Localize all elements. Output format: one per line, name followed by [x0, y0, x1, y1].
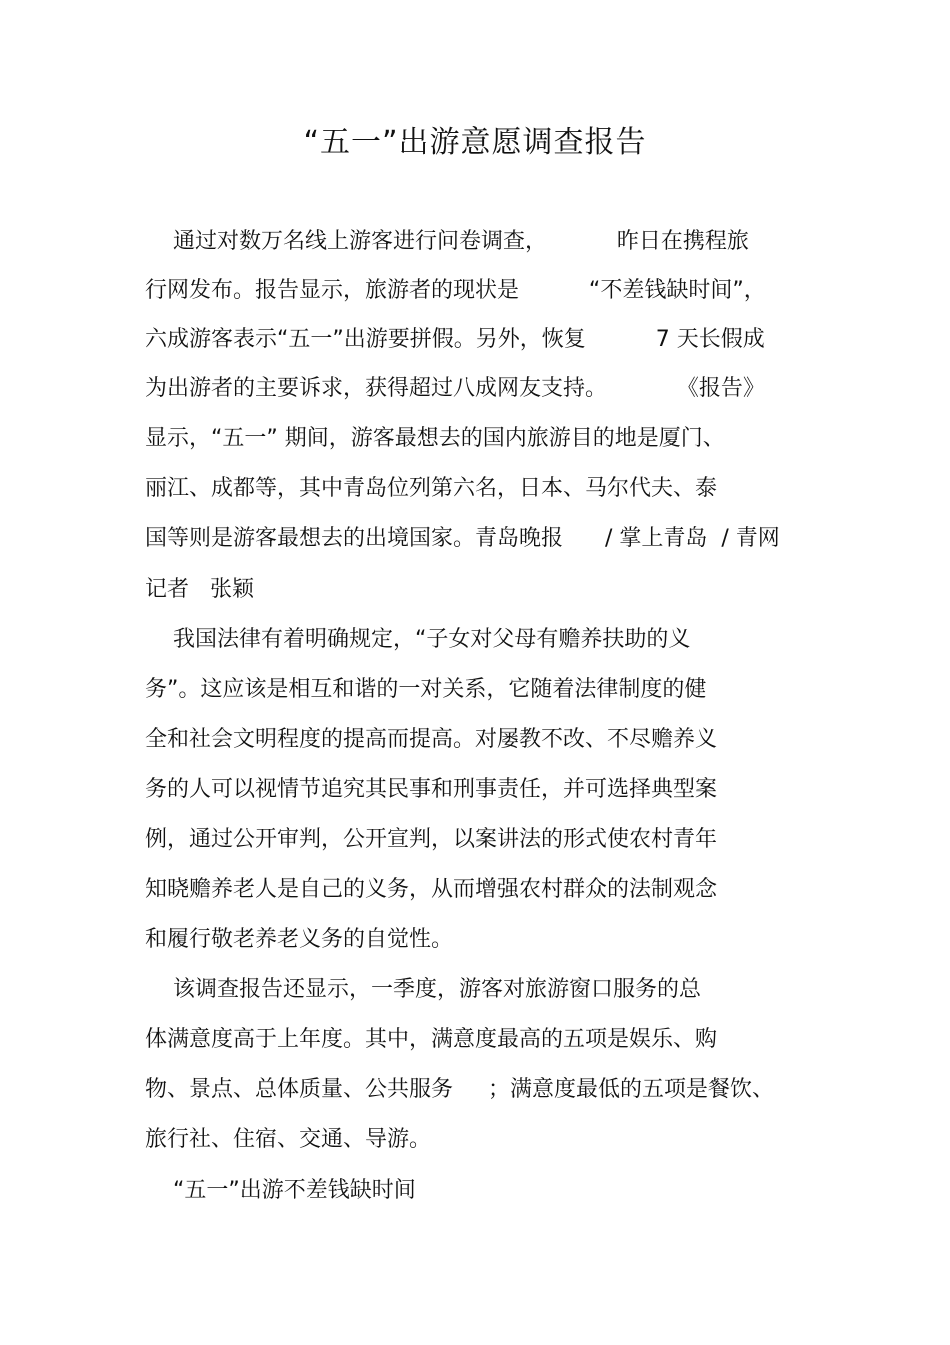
paragraph-2-line-4: 务的人可以视情节追究其民事和刑事责任，并可选择典型案 — [145, 777, 718, 802]
paragraph-1-line-3: 六成游客表示“五一”出游要拼假。另外，恢复 7 天长假成 — [145, 327, 765, 352]
paragraph-1-line-4: 为出游者的主要诉求，获得超过八成网友支持。 《报告》 — [145, 376, 765, 401]
paragraph-1-line-5: 显示，“五一” 期间，游客最想去的国内旅游目的地是厦门、 — [145, 426, 725, 451]
paragraph-1-line-7: 国等则是游客最想去的出境国家。青岛晚报 / 掌上青岛 / 青网 — [145, 526, 780, 551]
document-title: “五一”出游意愿调查报告 — [303, 125, 647, 160]
paragraph-2-line-7: 和履行敬老养老义务的自觉性。 — [145, 927, 454, 952]
paragraph-2-line-6: 知晓赡养老人是自己的义务，从而增强农村群众的法制观念 — [145, 877, 718, 902]
paragraph-1-line-6: 丽江、成都等，其中青岛位列第六名，日本、马尔代夫、泰 — [145, 476, 718, 501]
paragraph-2-line-2: 务”。这应该是相互和谐的一对关系，它随着法律制度的健 — [145, 677, 707, 702]
paragraph-3-line-1: 该调查报告还显示，一季度，游客对旅游窗口服务的总 — [145, 977, 701, 1002]
paragraph-2-line-1: 我国法律有着明确规定，“子女对父母有赡养扶助的义 — [145, 627, 691, 652]
paragraph-3-line-4: 旅行社、住宿、交通、导游。 — [145, 1127, 432, 1152]
paragraph-1-line-2: 行网发布。报告显示，旅游者的现状是 “不差钱缺时间”， — [145, 278, 766, 303]
paragraph-3-line-2: 体满意度高于上年度。其中，满意度最高的五项是娱乐、购 — [145, 1027, 718, 1052]
section-subheading: “五一”出游不差钱缺时间 — [145, 1178, 416, 1203]
paragraph-2-line-3: 全和社会文明程度的提高而提高。对屡教不改、不尽赡养义 — [145, 727, 718, 752]
paragraph-1-line-8: 记者 张颖 — [145, 577, 254, 602]
paragraph-2-line-5: 例，通过公开审判，公开宣判，以案讲法的形式使农村青年 — [145, 827, 718, 852]
paragraph-3-line-3: 物、景点、总体质量、公共服务 ；满意度最低的五项是餐饮、 — [145, 1077, 774, 1102]
paragraph-1-line-1: 通过对数万名线上游客进行问卷调查， 昨日在携程旅 — [145, 229, 749, 254]
